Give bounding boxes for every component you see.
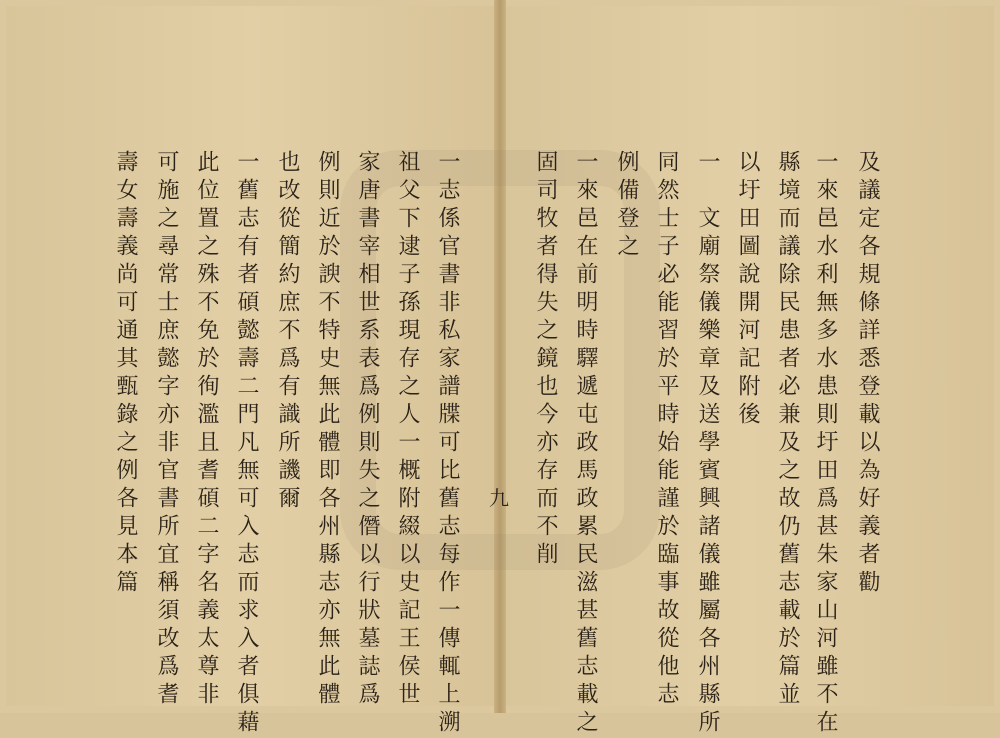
right-column-6: 同然士子必能習於平時始能謹於臨事故從他志: [654, 150, 679, 710]
left-column-3: 家唐書宰相世系表爲例則失之僭以行狀墓誌爲: [355, 150, 380, 710]
left-column-9: 壽女壽義尚可通其甄錄之例各見本篇: [113, 150, 138, 598]
left-column-4: 例則近於諛不特史無此體即各州縣志亦無此體: [315, 150, 340, 710]
right-column-7: 例備登之: [614, 150, 639, 262]
page-number: 九: [489, 486, 509, 510]
right-column-5: 一 文廟祭儀樂章及送學賓興諸儀雖屬各州縣所: [695, 150, 720, 738]
right-column-2: 一來邑水利無多水患則圩田爲甚朱家山河雖不在: [813, 150, 838, 738]
left-column-1: 一志係官書非私家譜牒可比舊志每作一傳輒上溯: [435, 150, 460, 738]
right-column-1: 及議定各規條詳悉登載以為好義者勸: [855, 150, 880, 598]
left-column-2: 祖父下逮子孫現存之人一概附綴以史記王侯世: [395, 150, 420, 710]
right-column-8: 一來邑在前明時驛遞屯政馬政累民滋甚舊志載之: [573, 150, 598, 738]
left-column-5: 也改從簡約庶不爲有識所譏爾: [275, 150, 300, 514]
left-column-7: 此位置之殊不免於徇濫且耆碩二字名義太尊非: [194, 150, 219, 710]
right-column-9: 固司牧者得失之鏡也今亦存而不削: [533, 150, 558, 570]
right-column-4: 以圩田圖說開河記附後: [735, 150, 760, 430]
left-column-6: 一舊志有者碩懿壽二門凡無可入志而求入者俱藉: [234, 150, 259, 738]
right-column-3: 縣境而議除民患者必兼及之故仍舊志載於篇並: [775, 150, 800, 710]
left-column-8: 可施之尋常士庶懿字亦非官書所宜稱須改爲耆: [154, 150, 179, 710]
